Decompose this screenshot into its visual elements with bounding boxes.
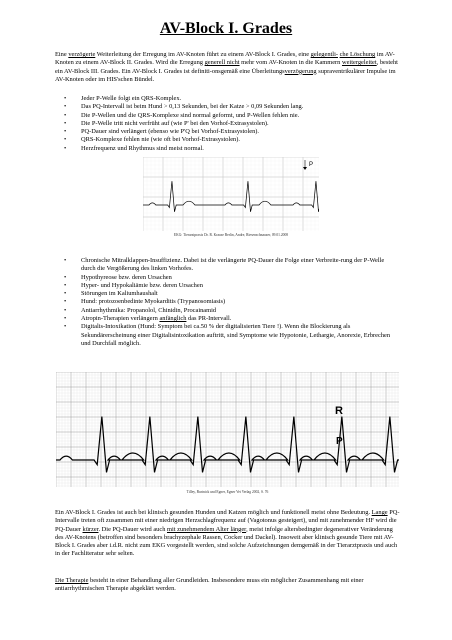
therapy-paragraph: Die Therapie besteht in einer Behandlung aller Grundleiden. Insbesondere muss ein möglicher Zusammenhang mit einer antiarrhythmischen Therapie abgeklärt werden. (55, 577, 364, 593)
criteria-list (55, 95, 400, 153)
list-item: • Das PQ-Intervall ist beim Hund > 0,13 Sekunden, bei der Katze > 0,09 Sekunden lang. (55, 103, 400, 111)
list-item: • Störungen im Kaliumhaushalt (55, 290, 400, 298)
ecg-figure-1 (143, 157, 319, 239)
list-item: • Antiarrhythmika: Propanolol, Chinidin, Procainamid (55, 307, 400, 315)
intro-paragraph: Eine verzögerte Weiterleitung der Erregung im AV-Knoten führt zu einem AV-Block I. Grades, eine gelegentli- che Löschung im AV-Knoten zu einem AV-Block II. Grades. Wird die Erregung generell nicht mehr vom AV-Knoten in die Kammern weitergeleitet, besteht ein AV-Block III. Grades. Ein AV-Block I. Grades ist definiti-onsgemäß eine Überleitungsverzögerung supraventrikulärer Impulse im AV-Knoten oder im HIS'schen Bündel. (55, 51, 398, 83)
list-item: • Jeder P-Welle folgt ein QRS-Komplex. (55, 95, 400, 103)
list-item: • Chronische Mitralklappen-Insuffizienz. Dabei ist die verlängerte PQ-Dauer die Folge einer Verbreite-rung der P-Welle durch die Vergößerung des linken Vorhofes. (55, 257, 400, 274)
list-item: • PQ-Dauer sind verlängert (ebenso wie P'Q bei Vorhof-Extrasystolen). (55, 128, 400, 136)
ecg-figure-2 (56, 372, 399, 498)
arrow-head-icon (303, 167, 307, 170)
list-item: • Atropin-Therapien verlängern anfänglich das PR-Intervall. (55, 315, 400, 323)
ecg-trace-2 (56, 372, 399, 487)
figure-caption: Tilley, Burtnick und Egner, Egner Vet Verlag 2002, S. 76 (186, 490, 269, 494)
list-item: • Herzfrequenz und Rhythmus sind meist normal. (55, 145, 400, 153)
causes-list (55, 257, 400, 348)
list-item: • Die P-Welle tritt nicht verfrüht auf (wie P' bei den Vorhof-Extrasystolen). (55, 120, 400, 128)
p-wave-label: P (336, 436, 343, 447)
list-item: • Hypothyreose bzw. deren Ursachen (55, 274, 400, 282)
list-item: • QRS-Komplexe fehlen nie (wie oft bei Vorhof-Extrasystolen). (55, 136, 400, 144)
r-wave-label: R (335, 405, 343, 417)
list-item: • Die P-Wellen und die QRS-Komplexe sind normal geformt, und P-Wellen fehlen nie. (55, 112, 400, 120)
list-item: • Digitalis-Intoxikation (Hund: Symptom bei ca.50 % der digitalisierten Tiere !). Wenn die Blockierung als Sekundärerscheinung einer Digitalisintoxikation auftritt, sind Symptome wie Hypotonie, Lethargie, Anorexie, Erbrechen und Durchfall möglich. (55, 323, 400, 348)
ecg-waveform (56, 417, 399, 473)
list-item: • Hund: protozoenbedinte Myokarditis (Trypanosomiasis) (55, 298, 400, 306)
figure-caption: EKG: Tierarztpraxis Dr. R. Krause Berlin, Andre, Riesenschnauzer, 09.01.2008 (173, 233, 289, 237)
p-wave-label: P (309, 162, 314, 168)
list-item: • Hyper- und Hypokaliämie bzw. deren Ursachen (55, 282, 400, 290)
page-title: AV-Block I. Grades (159, 20, 293, 37)
ecg-trace-1 (143, 157, 319, 231)
assessment-paragraph: Ein AV-Block I. Grades ist auch bei klinisch gesunden Hunden und Katzen möglich und funktionell meist ohne Bedeutung. Lange PQ-Intervalle treten oft zusammen mit einer niedrigen Herzschlagfrequenz auf (Vagotonus gesteigert), und mit zunehmender HF wird die PQ-Dauer kürzer. Die PQ-Dauer wird auch mit zunehmendem Alter länger, meist infolge altersbedingter degenerativer Veränderung des AV-Knotens (betroffen sind besonders brachyzephale Rassen, Cocker und Dackel). Insoweit aber klinisch gesunde Tiere mit AV-Block I. Grades aber i.d.R. nicht zum EKG vorgestellt werden, sind solche Aufzeichnungen demgemäß in der Tierarztpraxis und auch in der Fachliteratur sehr selten. (55, 509, 400, 558)
